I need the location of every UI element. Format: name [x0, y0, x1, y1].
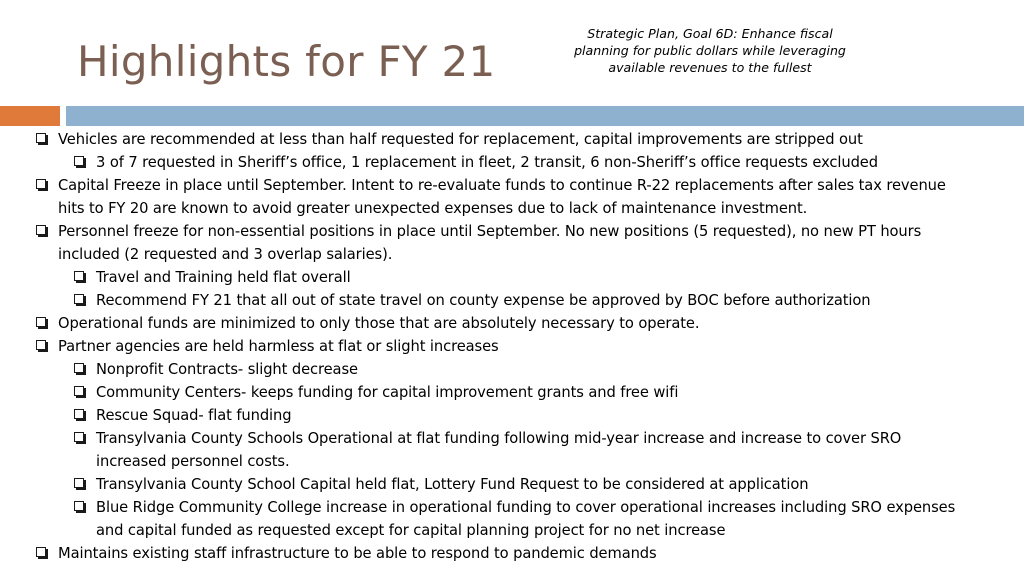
sub-bullet-item	[34, 381, 964, 404]
hollow-square-bullet-icon	[36, 225, 46, 235]
bullet-item	[34, 312, 964, 335]
sub-bullet-item	[34, 496, 964, 542]
bullet-text: Maintains existing staff infrastructure to be able to respond to pandemic demands	[58, 545, 657, 562]
hollow-square-bullet-icon	[36, 547, 46, 557]
bullet-text: Rescue Squad- flat funding	[96, 407, 292, 424]
bullet-text: Travel and Training held flat overall	[96, 269, 351, 286]
hollow-square-bullet-icon	[74, 294, 84, 304]
hollow-square-bullet-icon	[74, 501, 84, 511]
sub-bullet-item	[34, 404, 964, 427]
sub-bullet-item	[34, 427, 964, 473]
hollow-square-bullet-icon	[36, 317, 46, 327]
sub-bullet-item	[34, 151, 964, 174]
sub-bullet-item	[34, 358, 964, 381]
bullet-item	[34, 220, 964, 266]
sub-bullet-item	[34, 289, 964, 312]
hollow-square-bullet-icon	[74, 478, 84, 488]
bullet-text: Transylvania County Schools Operational at flat funding following mid-year increase and increase to cover SRO increased personnel costs.	[96, 430, 902, 470]
hollow-square-bullet-icon	[74, 156, 84, 166]
hollow-square-bullet-icon	[36, 340, 46, 350]
hollow-square-bullet-icon	[36, 133, 46, 143]
hollow-square-bullet-icon	[36, 179, 46, 189]
bullet-text: Capital Freeze in place until September. Intent to re-evaluate funds to continue R-22 replacements after sales tax revenue hits to FY 20 are known to avoid greater unexpected expenses due to lack of maintenance investment.	[58, 177, 946, 217]
bullet-text: Partner agencies are held harmless at flat or slight increases	[58, 338, 499, 355]
bullet-list	[34, 128, 964, 565]
bullet-item	[34, 128, 964, 151]
bullet-item	[34, 542, 964, 565]
hollow-square-bullet-icon	[74, 363, 84, 373]
hollow-square-bullet-icon	[74, 432, 84, 442]
sub-bullet-item	[34, 266, 964, 289]
sub-bullet-item	[34, 473, 964, 496]
bullet-item	[34, 174, 964, 220]
strategic-plan-note: Strategic Plan, Goal 6D: Enhance fiscal planning for public dollars while leveraging available revenues to the fullest	[574, 26, 846, 75]
bullet-text: Vehicles are recommended at less than half requested for replacement, capital improvements are stripped out	[58, 131, 863, 148]
bullet-text: 3 of 7 requested in Sheriff’s office, 1 replacement in fleet, 2 transit, 6 non-Sheriff’s office requests excluded	[96, 154, 878, 171]
bullet-text: Transylvania County School Capital held flat, Lottery Fund Request to be considered at application	[96, 476, 809, 493]
hollow-square-bullet-icon	[74, 409, 84, 419]
bullet-text: Operational funds are minimized to only those that are absolutely necessary to operate.	[58, 315, 700, 332]
bullet-text: Community Centers- keeps funding for capital improvement grants and free wifi	[96, 384, 679, 401]
slide-title: Highlights for FY 21	[77, 37, 496, 86]
accent-bar-blue	[66, 106, 1024, 126]
bullet-text: Recommend FY 21 that all out of state travel on county expense be approved by BOC before authorization	[96, 292, 871, 309]
accent-bar-orange	[0, 106, 60, 126]
hollow-square-bullet-icon	[74, 386, 84, 396]
hollow-square-bullet-icon	[74, 271, 84, 281]
bullet-text: Personnel freeze for non-essential positions in place until September. No new positions (5 requested), no new PT hours included (2 requested and 3 overlap salaries).	[58, 223, 922, 263]
bullet-item	[34, 335, 964, 358]
bullet-text: Nonprofit Contracts- slight decrease	[96, 361, 358, 378]
bullet-text: Blue Ridge Community College increase in operational funding to cover operational increases including SRO expenses and capital funded as requested except for capital planning project for no net increase	[96, 499, 956, 539]
